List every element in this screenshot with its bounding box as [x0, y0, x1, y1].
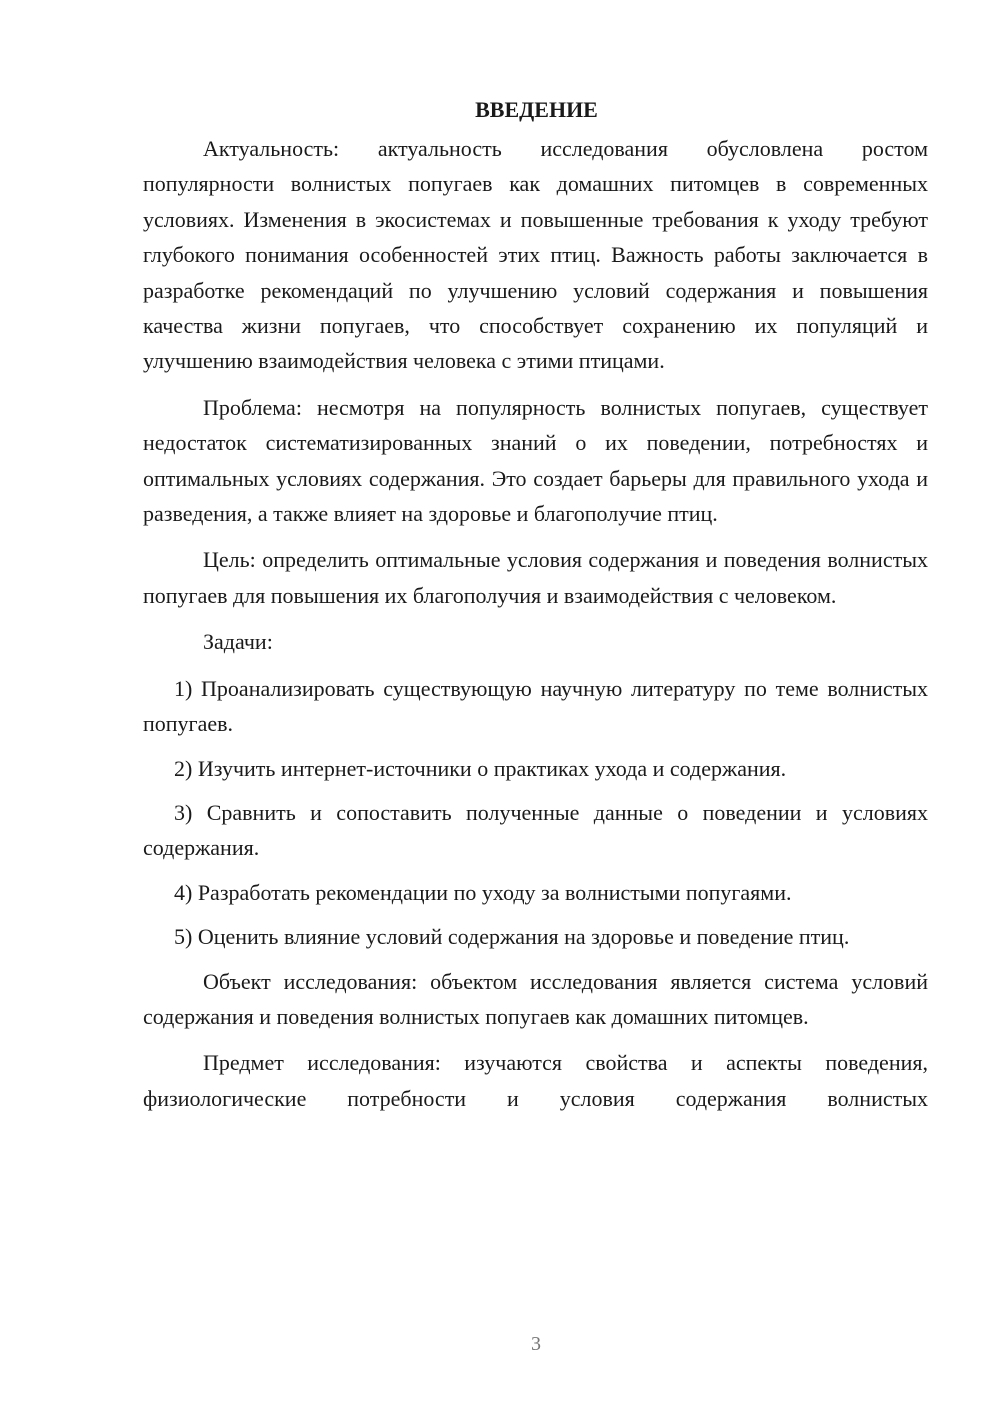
page-title: ВВЕДЕНИЕ — [475, 97, 598, 122]
goal-paragraph: Цель: определить оптимальные условия содержания и поведения волнистых попугаев для повышения их благополучия и взаимодействия с человеком. — [143, 547, 928, 608]
tasks-list — [143, 671, 928, 955]
subject-paragraph: Предмет исследования: изучаются свойства и аспекты поведения, физиологические потребности и условия содержания волнистых — [143, 1050, 928, 1111]
page-number: 3 — [531, 1333, 541, 1355]
task-item: 1) Проанализировать существующую научную литературу по теме волнистых попугаев. — [143, 675, 928, 737]
tasks-heading: Задачи: — [203, 629, 273, 655]
object-paragraph: Объект исследования: объектом исследования является система условий содержания и поведения волнистых попугаев как домашних питомцев. — [143, 968, 928, 1029]
task-item: 4) Разработать рекомендации по уходу за волнистыми попугаями. — [174, 879, 792, 905]
task-item: 5) Оценить влияние условий содержания на здоровье и поведение птиц. — [174, 924, 850, 950]
task-item: 3) Сравнить и сопоставить полученные данные о поведении и условиях содержания. — [143, 799, 928, 861]
problem-paragraph: Проблема: несмотря на популярность волнистых попугаев, существует недостаток систематизированных знаний о их поведении, потребностях и оптимальных условиях содержания. Это создает барьеры для правильного ухода и разведения, а также влияет на здоровье и благополучие птиц. — [143, 394, 928, 527]
document-page — [143, 92, 928, 1127]
relevance-paragraph: Актуальность: актуальность исследования обусловлена ростом популярности волнистых попугаев как домашних питомцев в современных условиях. Изменения в экосистемах и повышенные требования к уходу требуют глубокого понимания особенностей этих птиц. Важность работы заключается в разработке рекомендаций по улучшению условий содержания и повышения качества жизни попугаев, что способствует сохранению их популяций и улучшению взаимодействия человека с этими птицами. — [143, 136, 928, 374]
task-item: 2) Изучить интернет-источники о практиках ухода и содержания. — [174, 755, 787, 781]
